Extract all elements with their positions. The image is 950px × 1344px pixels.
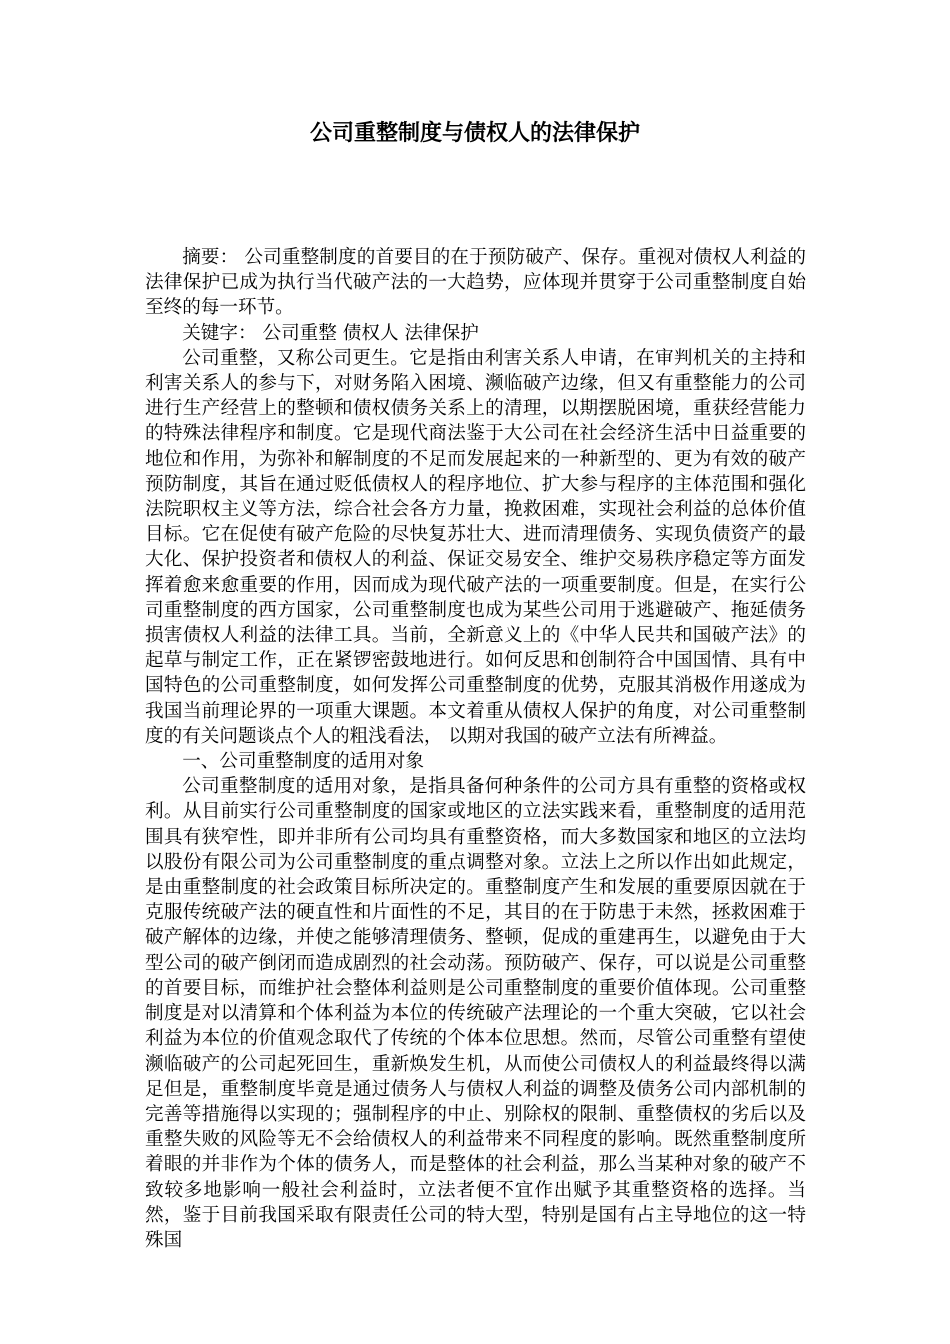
section-paragraph: 公司重整制度的适用对象，是指具备何种条件的公司方具有重整的资格或权利。从目前实行公司重整制度的国家或地区的立法实践来看，重整制度的适用范围具有狭窄性，即并非所有公司均具有重整资格，而大多数国家和地区的立法均以股份有限公司为公司重整制度的重点调整对象。立法上之所以作出如此规定，是由重整制度的社会政策目标所决定的。重整制度产生和发展的重要原因就在于克服传统破产法的硬直性和片面性的不足，其目的在于防患于未然，拯救困难于破产解体的边缘，并使之能够清理债务、整顿，促成的重建再生，以避免由于大型公司的破产倒闭而造成剧烈的社会动荡。预防破产、保存，可以说是公司重整的首要目标，而维护社会整体利益则是公司重整制度的重要价值体现。公司重整制度是对以清算和个体利益为本位的传统破产法理论的一个重大突破，它以社会利益为本位的价值观念取代了传统的个体本位思想。然而，尽管公司重整有望使濒临破产的公司起死回生，重新焕发生机，从而使公司债权人的利益最终得以满足但是，重整制度毕竟是通过债务人与债权人利益的调整及债务公司内部机制的完善等措施得以实现的；强制程序的中止、别除权的限制、重整债权的劣后以及重整失败的风险等无不会给债权人的利益带来不同程度的影响。既然重整制度所着眼的并非作为个体的债务人，而是整体的社会利益，那么当某种对象的破产不致较多地影响一般社会利益时，立法者便不宜作出赋予其重整资格的选择。当然，鉴于目前我国采取有限责任公司的特大型，特别是国有占主导地位的这一特殊国 [145, 776, 806, 1251]
section-heading: 一、公司重整制度的适用对象 [182, 751, 424, 773]
document-body [145, 245, 806, 1253]
abstract-paragraph: 摘要： 公司重整制度的首要目的在于预防破产、保存。重视对债权人利益的法律保护已成为执行当代破产法的一大趋势，应体现并贯穿于公司重整制度自始至终的每一环节。 [145, 247, 806, 319]
intro-paragraph: 公司重整，又称公司更生。它是指由利害关系人申请，在审判机关的主持和利害关系人的参与下，对财务陷入困境、濒临破产边缘，但又有重整能力的公司进行生产经营上的整顿和债权债务关系上的清理，以期摆脱困境，重获经营能力的特殊法律程序和制度。它是现代商法鉴于大公司在社会经济生活中日益重要的地位和作用，为弥补和解制度的不足而发展起来的一种新型的、更为有效的破产预防制度，其旨在通过贬低债权人的程序地位、扩大参与程序的主体范围和强化法院职权主义等方法，综合社会各方力量，挽救困难，实现社会利益的总体价值目标。它在促使有破产危险的尽快复苏壮大、进而清理债务、实现负债资产的最大化、保护投资者和债权人的利益、保证交易安全、维护交易秩序稳定等方面发挥着愈来愈重要的作用，因而成为现代破产法的一项重要制度。但是，在实行公司重整制度的西方国家，公司重整制度也成为某些公司用于逃避破产、拖延债务损害债权人利益的法律工具。当前，全新意义上的《中华人民共和国破产法》的起草与制定工作，正在紧锣密鼓地进行。如何反思和创制符合中国国情、具有中国特色的公司重整制度，如何发挥公司重整制度的优势，克服其消极作用遂成为我国当前理论界的一项重大课题。本文着重从债权人保护的角度，对公司重整制度的有关问题谈点个人的粗浅看法， 以期对我国的破产立法有所裨益。 [145, 347, 806, 747]
keywords-line: 关键字： 公司重整 债权人 法律保护 [182, 322, 479, 344]
document-title: 公司重整制度与债权人的法律保护 [309, 121, 640, 146]
